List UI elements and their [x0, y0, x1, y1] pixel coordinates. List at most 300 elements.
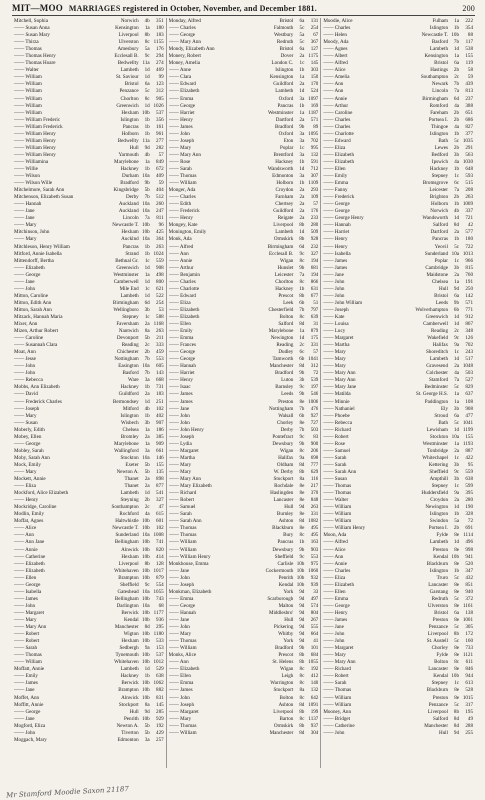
entry-district: Leicester [274, 271, 294, 278]
entry-volume: 8d [144, 624, 150, 631]
entry-name: —— Ellen [168, 673, 191, 680]
entry-volume: 3b [453, 476, 460, 483]
entry-page: 367 [310, 39, 319, 46]
entry-volume: 1d [453, 426, 460, 433]
entry-page: 288 [465, 722, 474, 729]
entry-district: Kensington [269, 74, 294, 81]
entry-volume: 10b [451, 32, 460, 39]
register-entry [323, 166, 473, 173]
entry-page: 49 [467, 715, 474, 722]
entry-district: Stockport [118, 701, 139, 708]
entry-page: 145 [310, 60, 319, 67]
register-entry [169, 314, 319, 321]
entry-name: —— Eliza [168, 299, 191, 306]
register-entry [323, 582, 473, 589]
entry-district: Stepney [431, 483, 449, 490]
entry-volume: 1d [144, 666, 150, 673]
entry-page: 555 [310, 624, 319, 631]
entry-volume: 2b [453, 144, 460, 151]
register-entry [14, 723, 164, 730]
entry-name: —— Henry [168, 377, 193, 384]
entry-district: Warrington [270, 680, 294, 687]
entry-name: —— Susan [323, 476, 347, 483]
register-entry [14, 455, 164, 462]
entry-name: —— William [14, 109, 42, 116]
register-entry [14, 490, 164, 497]
register-entry [14, 286, 164, 293]
entry-volume: 1d [299, 165, 305, 172]
entry-district: Ashton [278, 701, 294, 708]
entry-district: Bath [438, 419, 449, 426]
entry-page: 263 [156, 328, 164, 335]
entry-volume: 5b [144, 722, 150, 729]
entry-district: Derby [280, 426, 294, 433]
entry-volume: 2b [144, 349, 150, 356]
register-entry [14, 103, 164, 110]
entry-page: 1030 [462, 158, 474, 165]
entry-district: Chelsea [431, 278, 449, 285]
entry-volume: 10a [142, 588, 150, 595]
entry-volume: 1c [454, 349, 460, 356]
entry-page: 529 [156, 666, 164, 673]
entry-district: Ulverston [118, 39, 139, 46]
entry-page: 538 [465, 46, 474, 53]
entry-name: —— Susan Mary [14, 32, 50, 39]
register-entry [169, 645, 319, 652]
entry-page: 1109 [308, 180, 319, 187]
entry-page: 722 [465, 243, 474, 250]
register-entry [14, 88, 164, 95]
register-entry [169, 187, 319, 194]
entry-page: 439 [465, 81, 474, 88]
entry-district: Southampton [111, 504, 139, 511]
register-entry [14, 187, 164, 194]
entry-page: 827 [465, 123, 474, 130]
entry-volume: 9b [144, 180, 150, 187]
entry-name: —— Joseph [323, 306, 349, 313]
entry-volume: 8c [299, 257, 305, 264]
entry-page: 731 [156, 384, 164, 391]
page-header [12, 3, 475, 15]
entry-name: —— James [168, 391, 193, 398]
entry-name: —— James [323, 264, 348, 271]
register-entry [14, 568, 164, 575]
register-entry [14, 377, 164, 384]
register-entry [323, 236, 473, 243]
entry-volume: 10a [142, 454, 150, 461]
entry-name: —— Emily [323, 173, 348, 180]
entry-name: —— John [14, 370, 36, 377]
entry-page: 1024 [153, 250, 164, 257]
entry-name: —— Annie [14, 546, 38, 553]
entry-volume: 1b [299, 158, 305, 165]
entry-page: 593 [465, 173, 474, 180]
entry-name: —— Emma [323, 595, 349, 602]
register-entry [14, 363, 164, 370]
entry-page: 495 [310, 525, 319, 532]
entry-volume: 1a [454, 278, 460, 285]
register-entry [169, 673, 319, 680]
entry-district: Kettering [428, 461, 449, 468]
entry-name: —— Jane [14, 215, 35, 222]
entry-name: —— Charles [168, 194, 196, 201]
entry-volume: 8c [299, 447, 305, 454]
entry-name: —— Mary Elizabeth [168, 483, 212, 490]
entry-name: —— Rose [168, 158, 191, 165]
entry-district: Bedwellty [117, 60, 139, 67]
entry-district: Rochford [119, 511, 139, 518]
entry-district: Leeds [281, 391, 294, 398]
register-entry [169, 384, 319, 391]
register-entry [14, 215, 164, 222]
entry-volume: 8e [454, 588, 460, 595]
entry-name: —— Alice [323, 67, 346, 74]
entry-name: —— Robert [14, 631, 40, 638]
register-entry [169, 518, 319, 525]
entry-volume: 9d [299, 638, 305, 645]
entry-name: Mitton, Sarah Ann [14, 306, 52, 313]
register-entry [169, 103, 319, 110]
entry-volume: 1a [299, 328, 305, 335]
entry-district: Bristol [279, 46, 294, 53]
entry-page: 1012 [153, 659, 164, 666]
entry-volume: 1d [453, 313, 460, 320]
register-entry [169, 532, 319, 539]
register-entry [323, 490, 473, 497]
entry-page: 127 [310, 46, 319, 53]
entry-page: 1017 [153, 567, 164, 574]
entry-volume: 8c [299, 673, 305, 680]
register-entry [169, 81, 319, 88]
entry-district: Salford [433, 222, 449, 229]
register-entry [323, 434, 473, 441]
register-entry [323, 617, 473, 624]
entry-page: 312 [156, 88, 164, 95]
register-column-3 [320, 18, 475, 768]
entry-page: 254 [156, 299, 164, 306]
entry-name: —— William Henry [323, 525, 366, 532]
entry-district: Hackney [275, 285, 294, 292]
entry-volume: 8e [299, 398, 305, 405]
entry-page: 1082 [308, 518, 319, 525]
entry-district: W. Derby [273, 469, 294, 475]
entry-name: —— Mary [323, 356, 346, 363]
register-entry [323, 370, 473, 377]
entry-name: —— John [168, 412, 190, 419]
entry-volume: 1b [144, 116, 150, 123]
entry-volume: 8e [454, 602, 460, 609]
entry-name: —— John [168, 574, 190, 581]
entry-volume: 10a [451, 433, 460, 440]
entry-district: Derby [125, 194, 139, 201]
handwritten-note: Mr Stamford Moodie Saxon 21187 [5, 785, 130, 800]
entry-volume: 1b [453, 567, 460, 574]
entry-page: 459 [156, 349, 164, 356]
entry-volume: 8e [454, 645, 460, 652]
entry-volume: 1d [453, 504, 460, 511]
register-entry [169, 399, 319, 406]
entry-page: 1095 [308, 130, 319, 137]
register-entry [169, 547, 319, 554]
entry-name: —— Fanny [323, 187, 348, 194]
entry-name: —— William [323, 511, 352, 518]
entry-page: 370 [310, 490, 319, 497]
entry-name: —— Elizabeth [14, 560, 45, 567]
entry-page: 672 [156, 165, 164, 172]
entry-name: —— Kate [323, 313, 345, 320]
entry-volume: 9d [299, 624, 305, 631]
entry-volume: 6a [454, 609, 460, 616]
entry-page: 108 [465, 398, 474, 405]
entry-district: Dover [280, 53, 294, 60]
entry-volume: 2a [299, 194, 305, 201]
entry-district: Pontefract [272, 433, 294, 440]
entry-volume: 7b [299, 426, 305, 433]
entry-name: —— Elizabeth [323, 581, 355, 588]
entry-page: 588 [156, 313, 164, 320]
entry-name: —— Alice [323, 546, 346, 553]
entry-volume: 10b [451, 673, 460, 680]
register-entry [169, 539, 319, 546]
entry-district: Chesterfield [268, 306, 294, 313]
entry-district: Lincoln [432, 88, 449, 95]
entry-district: Lancaster [428, 581, 449, 588]
entry-name: —— Hannah [323, 222, 351, 229]
entry-district: Blackburn [426, 687, 449, 694]
register-entry [323, 363, 473, 370]
entry-district: Alnwick [121, 694, 139, 701]
register-entry [323, 525, 473, 532]
entry-name: —— Eliza [14, 483, 36, 490]
entry-district: Mitford [122, 405, 139, 412]
entry-volume: 9d [299, 631, 305, 638]
entry-page: 1060 [308, 567, 319, 574]
entry-name: —— George [14, 271, 41, 278]
entry-page: 941 [465, 553, 474, 560]
entry-page: 1001 [462, 616, 474, 623]
entry-volume: 1c [299, 60, 305, 67]
entry-page: 412 [310, 673, 319, 680]
entry-volume: 1d [144, 67, 150, 74]
entry-name: —— Emma [323, 180, 349, 187]
entry-volume: 10b [142, 553, 150, 560]
entry-name: —— Frances [168, 342, 196, 349]
entry-volume: 3a [144, 736, 150, 743]
entry-district: Hexham [121, 229, 139, 236]
entry-volume: 1d [453, 356, 460, 363]
entry-volume: 1b [299, 180, 305, 187]
entry-page: 251 [156, 398, 164, 405]
register-entry [323, 138, 473, 145]
register-entry [169, 427, 319, 434]
register-entry [169, 39, 319, 46]
entry-name: —— Susan Anna [14, 25, 50, 32]
register-entry [323, 187, 473, 194]
entry-page: 1137 [308, 715, 319, 722]
register-entry [323, 680, 473, 687]
entry-page: 743 [156, 595, 164, 602]
entry-name: —— Charles [323, 123, 351, 130]
entry-volume: 1b [299, 285, 305, 292]
entry-name: —— Thomas [14, 46, 42, 53]
register-entry [169, 568, 319, 575]
register-entry [323, 314, 473, 321]
entry-district: Huddersfield [421, 490, 449, 497]
entry-volume: 10b [142, 609, 150, 616]
entry-district: Wigan [279, 666, 294, 673]
entry-district: Hull [438, 285, 449, 292]
entry-name: —— Wilson [14, 173, 40, 180]
entry-volume: 4b [144, 405, 150, 412]
entry-page: 257 [156, 736, 164, 743]
register-entry [323, 652, 473, 659]
entry-volume: 2b [453, 109, 460, 116]
entry-district: Barton [279, 715, 294, 722]
entry-district: Birmingham [422, 95, 449, 102]
entry-district: Mile End [119, 285, 139, 292]
entry-district: Hackney [120, 384, 139, 391]
entry-name: Mitton, Caroline [14, 292, 48, 299]
entry-name: —— Emily [168, 328, 193, 335]
entry-page: 512 [156, 194, 164, 201]
entry-page: 637 [465, 391, 474, 398]
entry-page: 197 [310, 384, 319, 391]
register-entry [323, 462, 473, 469]
entry-volume: 1a [144, 426, 150, 433]
entry-district: Blackburn [272, 525, 294, 532]
entry-page: 312 [310, 363, 319, 370]
entry-name: —— Mary Ann [323, 370, 356, 377]
entry-page: 183 [156, 32, 164, 39]
entry-page: 67 [313, 32, 319, 39]
entry-volume: 10b [142, 638, 150, 645]
entry-name: —— Robert [14, 638, 40, 645]
entry-page: 571 [310, 116, 319, 123]
entry-volume: 10b [296, 574, 305, 581]
entry-volume: 2a [299, 215, 305, 222]
entry-volume: 8a [144, 328, 150, 335]
entry-name: —— Mary [168, 461, 192, 468]
entry-name: Moffet, Ann [14, 694, 40, 701]
entry-district: Brampton [118, 574, 139, 581]
entry-name: —— Sarah [323, 680, 347, 687]
entry-name: —— William [323, 701, 352, 708]
register-entry [323, 377, 473, 384]
entry-name: —— Isabella [14, 588, 42, 595]
entry-volume: 7b [453, 81, 460, 88]
entry-volume: 8e [299, 419, 305, 426]
register-entry [14, 673, 164, 680]
entry-page: 760 [465, 271, 474, 278]
entry-volume: 10b [142, 518, 150, 525]
entry-volume: 8e [454, 666, 460, 673]
entry-page: 72 [313, 370, 319, 377]
register-entry [323, 575, 473, 582]
entry-volume: 6a [144, 81, 150, 88]
entry-page: 95 [467, 461, 474, 468]
entry-page: 1069 [462, 201, 474, 208]
entry-page: 117 [465, 39, 474, 46]
register-entry [14, 335, 164, 342]
entry-volume: 2a [144, 483, 150, 490]
entry-name: —— Ellen [14, 574, 37, 581]
entry-name: —— Mary [323, 363, 346, 370]
entry-page: 571 [465, 299, 474, 306]
entry-name: Monington, Emily [168, 229, 207, 236]
entry-page: 402 [156, 412, 164, 419]
entry-district: Lambeth [275, 229, 294, 236]
entry-volume: 2c [144, 504, 150, 511]
entry-district: Bolton [434, 659, 449, 666]
entry-volume: 3a [144, 377, 150, 384]
entry-district: Brampton [118, 687, 139, 694]
entry-district: Sheffield [274, 553, 294, 560]
entry-volume: 1a [299, 74, 305, 81]
entry-district: Whitehaven [114, 567, 139, 574]
entry-name: —— William [168, 729, 197, 736]
entry-volume: 10a [142, 602, 150, 609]
entry-volume: 1a [144, 158, 150, 165]
register-entry [14, 695, 164, 702]
register-entry [14, 279, 164, 286]
entry-page: 936 [156, 616, 164, 623]
entry-name: —— William [14, 88, 42, 95]
entry-page: 1048 [462, 363, 474, 370]
entry-page: 102 [156, 405, 164, 412]
entry-district: Newton A. [116, 722, 139, 729]
register-entry [14, 617, 164, 624]
entry-page: 385 [156, 433, 164, 440]
entry-page: 900 [310, 440, 319, 447]
entry-volume: 9c [144, 53, 150, 60]
register-entry [14, 624, 164, 631]
entry-volume: 2b [453, 116, 460, 123]
entry-page: 1175 [308, 53, 319, 60]
entry-name: —— Mary [14, 616, 37, 623]
entry-name: —— Elizabeth [168, 88, 200, 95]
entry-name: —— Jane [168, 616, 190, 623]
register-entry [14, 687, 164, 694]
entry-name: —— Margaret [168, 447, 199, 454]
entry-page: 233 [310, 215, 319, 222]
register-entry [169, 180, 319, 187]
entry-page: 1199 [463, 426, 474, 433]
register-entry [14, 117, 164, 124]
entry-name: —— Caroline [323, 109, 353, 116]
entry-page: 303 [310, 67, 319, 74]
entry-district: Thingoe [431, 123, 449, 130]
entry-name: —— Mary [168, 715, 192, 722]
entry-name: —— Elizabeth [168, 313, 200, 320]
entry-page: 721 [465, 215, 474, 222]
entry-name: —— Agnes [323, 46, 348, 53]
entry-page: 877 [156, 483, 164, 490]
entry-district: Whitehaven [114, 659, 139, 666]
register-entry [169, 152, 319, 159]
entry-district: Ipswich [431, 158, 449, 165]
entry-name: —— Isaac [168, 384, 191, 391]
register-entry [14, 518, 164, 525]
entry-page: 126 [465, 335, 474, 342]
entry-district: Colchester [426, 370, 449, 377]
entry-page: 57 [313, 349, 319, 356]
entry-district: Kensington [424, 53, 449, 60]
register-entry [14, 74, 164, 81]
entry-district: Kendal [278, 581, 294, 588]
entry-name: —— Sarah [168, 165, 192, 172]
register-entry [169, 215, 319, 222]
entry-name: —— William Frederic [14, 116, 61, 123]
